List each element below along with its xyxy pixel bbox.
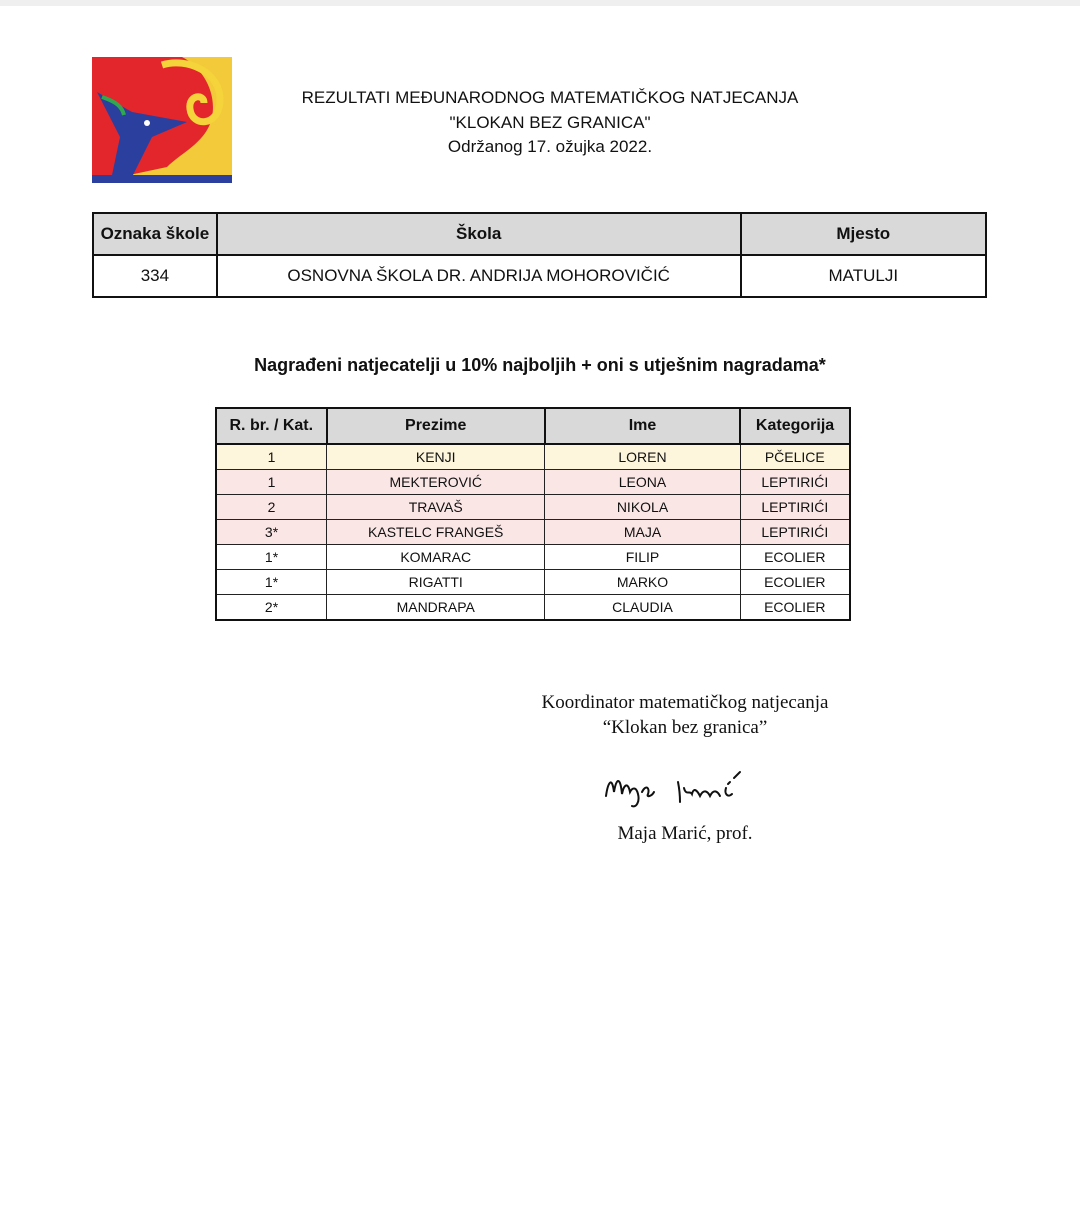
name-cell: NIKOLA <box>545 495 740 520</box>
rank-cell: 1* <box>216 545 327 570</box>
name-cell: CLAUDIA <box>545 595 740 621</box>
header-line-3: Održanog 17. ožujka 2022. <box>447 137 653 156</box>
header-cell: Mjesto <box>741 213 986 255</box>
header-line-1: REZULTATI MEĐUNARODNOG MATEMATIČKOG NATJECANJA <box>301 88 799 107</box>
category-cell: LEPTIRIĆI <box>740 495 850 520</box>
surname-cell: TRAVAŠ <box>327 495 545 520</box>
category-cell: PČELICE <box>740 444 850 470</box>
table-row <box>216 470 850 495</box>
header-cell: Oznaka škole <box>93 213 217 255</box>
category-cell: ECOLIER <box>740 545 850 570</box>
category-cell: LEPTIRIĆI <box>740 470 850 495</box>
surname-cell: KENJI <box>327 444 545 470</box>
table-row <box>216 520 850 545</box>
school-code: 334 <box>93 255 217 297</box>
school-name: OSNOVNA ŠKOLA DR. ANDRIJA MOHOROVIČIĆ <box>217 255 741 297</box>
name-cell: LOREN <box>545 444 740 470</box>
awards-title: Nagrađeni natjecatelji u 10% najboljih + oni s utješnim nagradama* <box>254 355 826 375</box>
table-row <box>216 495 850 520</box>
rank-cell: 3* <box>216 520 327 545</box>
school-table-header <box>93 213 986 255</box>
surname-cell: KASTELC FRANGEŠ <box>327 520 545 545</box>
name-cell: FILIP <box>545 545 740 570</box>
table-row <box>216 444 850 470</box>
results-table <box>215 407 851 621</box>
header-cell: Kategorija <box>740 408 850 444</box>
top-strip <box>0 0 1080 6</box>
name-cell: MARKO <box>545 570 740 595</box>
table-row <box>216 545 850 570</box>
school-table-row <box>93 255 986 297</box>
category-cell: LEPTIRIĆI <box>740 520 850 545</box>
header-line-2: "KLOKAN BEZ GRANICA" <box>449 112 651 132</box>
header-cell: Škola <box>217 213 741 255</box>
name-cell: LEONA <box>545 470 740 495</box>
surname-cell: KOMARAC <box>327 545 545 570</box>
header-cell: Ime <box>545 408 740 444</box>
school-place: MATULJI <box>741 255 986 297</box>
surname-cell: RIGATTI <box>327 570 545 595</box>
document-header <box>250 86 850 160</box>
name-cell: MAJA <box>545 520 740 545</box>
table-row <box>216 570 850 595</box>
coordinator-line-2: “Klokan bez granica” <box>602 717 768 738</box>
table-row <box>216 595 850 621</box>
handwritten-signature <box>600 762 780 812</box>
signer-name: Maja Marić, prof. <box>617 823 753 844</box>
rank-cell: 1* <box>216 570 327 595</box>
coordinator-block <box>500 690 870 740</box>
school-table <box>92 212 987 298</box>
surname-cell: MEKTEROVIĆ <box>327 470 545 495</box>
results-table-header <box>216 408 850 444</box>
rank-cell: 2 <box>216 495 327 520</box>
header-cell: Prezime <box>327 408 545 444</box>
rank-cell: 1 <box>216 470 327 495</box>
category-cell: ECOLIER <box>740 595 850 621</box>
klokan-logo <box>92 57 232 183</box>
coordinator-line-1: Koordinator matematičkog natjecanja <box>541 692 829 713</box>
rank-cell: 2* <box>216 595 327 621</box>
header-cell: R. br. / Kat. <box>216 408 327 444</box>
category-cell: ECOLIER <box>740 570 850 595</box>
rank-cell: 1 <box>216 444 327 470</box>
surname-cell: MANDRAPA <box>327 595 545 621</box>
